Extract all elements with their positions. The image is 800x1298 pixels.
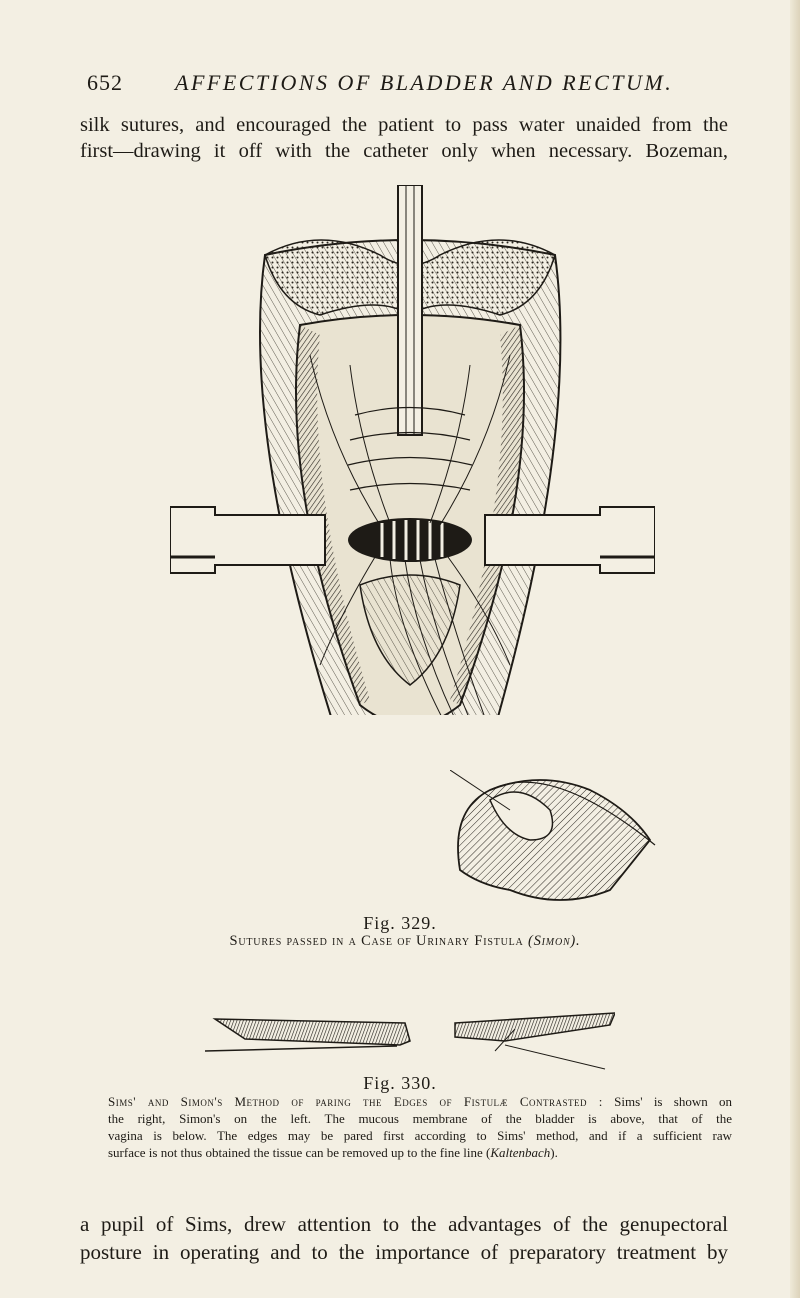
top-paragraph xyxy=(80,112,728,164)
caption-line xyxy=(108,1093,732,1110)
caption-text: Sims' is shown on xyxy=(602,1094,732,1109)
running-head xyxy=(87,70,727,100)
caption-line: the right, Simon's on the left. The mucous membrane of the bladder is above, that of the xyxy=(108,1111,732,1126)
caption-text: surface is not thus obtained the tissue can be removed up to the fine line ( xyxy=(108,1145,491,1160)
figure-329-hand xyxy=(450,770,660,910)
text-line: a pupil of Sims, drew attention to the advantages of the genupectoral xyxy=(80,1212,728,1236)
figure-330-caption xyxy=(108,1093,732,1161)
running-head-title: AFFECTIONS OF BLADDER AND RECTUM. xyxy=(175,70,674,95)
figure-330-illustration xyxy=(205,1011,615,1071)
page-edge xyxy=(790,0,800,1298)
text-line: silk sutures, and encouraged the patient to pass water unaided from the xyxy=(80,114,728,136)
figure-329-caption xyxy=(95,933,715,950)
figure-329-illustration xyxy=(170,185,655,715)
figure-330-caption-author: Kaltenbach xyxy=(490,1145,551,1160)
figure-329-caption-text: Sutures passed in a Case of Urinary Fistula xyxy=(229,933,524,949)
text-line: first—drawing it off with the catheter only when necessary. Bozeman, xyxy=(80,140,728,162)
figure-329-caption-author: (Simon). xyxy=(528,933,581,949)
page-number: 652 xyxy=(87,70,123,95)
caption-text: ). xyxy=(550,1145,558,1160)
text-line: posture in operating and to the importance of preparatory treatment by xyxy=(80,1240,728,1264)
bottom-paragraph xyxy=(80,1210,728,1266)
figure-330-caption-head: Sims' and Simon's Method of paring the Edges of Fistulæ Contrasted : xyxy=(108,1094,603,1109)
caption-line: vagina is below. The edges may be pared first according to Sims' method, and if a sufficient raw xyxy=(108,1128,732,1143)
figure-330-label: Fig. 330. xyxy=(363,1073,437,1093)
caption-line xyxy=(108,1144,732,1161)
figure-329-label: Fig. 329. xyxy=(363,913,437,933)
